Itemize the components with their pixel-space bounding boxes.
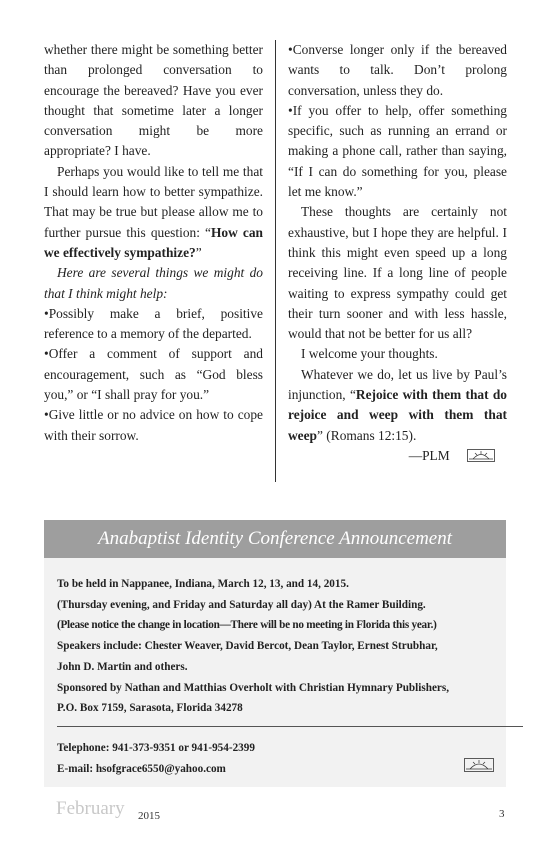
article-paragraph: These thoughts are certainly not exhaustive, but I hope they are helpful. I think this might even speed up a long receiving line. If a long line of people waiting to express sympathy could get their turn sooner and with less hassle, would that not be better for us all? (288, 204, 507, 342)
announcement-line: To be held in Nappanee, Indiana, March 12, 13, and 14, 2015. (57, 578, 349, 590)
paragraph-text: ” (195, 244, 202, 260)
paragraph-text: Whatever we do, let us live by Paul’s injunction, “ (288, 366, 507, 403)
column-divider (275, 40, 276, 482)
article-paragraph (44, 162, 263, 263)
announcement-box (44, 520, 506, 787)
bullet-item: •Possibly make a brief, positive reference to a memory of the departed. (44, 305, 263, 342)
telephone-line: Telephone: 941-373-9351 or 941-954-2399 (57, 742, 255, 754)
page-number: 3 (499, 808, 505, 820)
paragraph-text: Perhaps you would like to tell me that I should learn how to better sympathize. That may be true but please allow me to further pursue this question: “ (44, 163, 263, 240)
announcement-details (44, 558, 506, 719)
bold-quotation: Rejoice with them that do rejoice and weep with them that weep (288, 387, 507, 443)
article-paragraph (288, 365, 507, 446)
bullet-item: •Offer a comment of support and encouragement, such as “God bless you,” or “I shall pray for you.” (44, 346, 263, 403)
paragraph-text: ” (Romans 12:15). (317, 427, 417, 443)
announcement-title: Anabaptist Identity Conference Announcement (44, 520, 506, 558)
bullet-item: •Converse longer only if the bereaved wants to talk. Don’t prolong conversation, unless they do. (288, 42, 507, 98)
article-paragraph: I welcome your thoughts. (301, 346, 438, 362)
sunrise-ornament-icon (464, 758, 494, 772)
article-left-column (44, 40, 263, 446)
article-paragraph: whether there might be something better than prolonged conversation to encourage the bereaved? Have you ever thought that sometime later a longer conversation might be more appropriate? I have. (44, 42, 263, 159)
divider (57, 726, 523, 727)
article-paragraph-italic (44, 263, 263, 304)
footer-year: 2015 (138, 810, 160, 822)
announcement-line: Speakers include: Chester Weaver, David Bercot, Dean Taylor, Ernest Strubhar, (57, 640, 438, 653)
sunrise-ornament-icon (467, 449, 495, 462)
announcement-line: John D. Martin and others. (57, 660, 188, 673)
bullet-item: •If you offer to help, offer something specific, such as running an errand or making a phone call, rather than saying, “If I can do something for you, please let me know.” (288, 102, 507, 200)
bold-question: How can we effectively sympathize? (44, 224, 263, 260)
article-right-column (288, 40, 507, 466)
announcement-line: (Please notice the change in location—There will be no meeting in Florida this year.) (57, 619, 437, 632)
signature-row (288, 446, 507, 466)
email-line: E-mail: hsofgrace6550@yahoo.com (57, 762, 226, 775)
footer-month: February (56, 798, 125, 819)
author-signature: —PLM (408, 447, 450, 463)
announcement-line: Sponsored by Nathan and Matthias Overholt with Christian Hymnary Publishers, (57, 681, 450, 694)
italic-intro: Here are several things we might do that I think might help: (44, 265, 263, 301)
announcement-line: (Thursday evening, and Friday and Saturday all day) At the Ramer Building. (57, 598, 426, 611)
contact-info (57, 738, 255, 779)
bullet-item: •Give little or no advice on how to cope with their sorrow. (44, 407, 263, 443)
announcement-line: P.O. Box 7159, Sarasota, Florida 34278 (57, 702, 243, 715)
